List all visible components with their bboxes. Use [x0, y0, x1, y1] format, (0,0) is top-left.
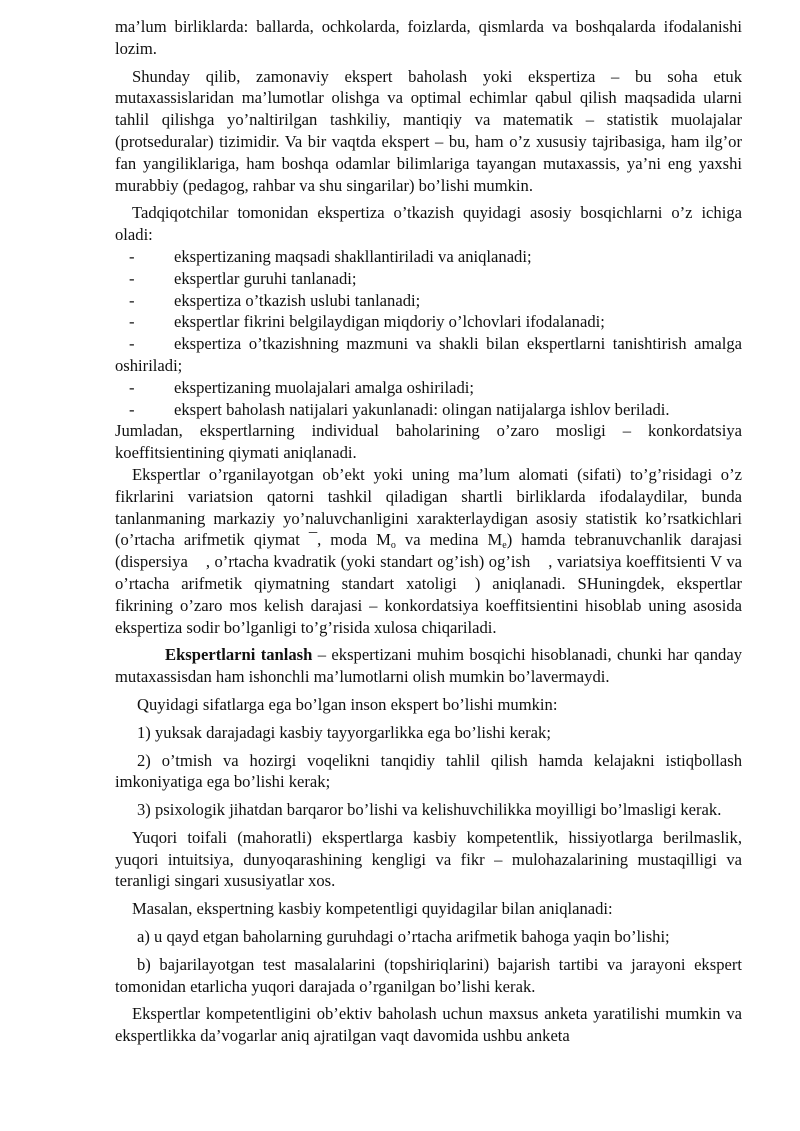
list-item: - ekspertizaning muolajalari amalga oshiriladi;: [129, 377, 474, 397]
list-item: - ekspertiza o’tkazishning mazmuni va shakli bilan ekspertlarni tanishtirish amalga oshiriladi;: [115, 334, 742, 375]
document-page: [115, 16, 742, 1047]
list-dash: -: [129, 334, 135, 354]
list-item: - ekspertlar fikrini belgilaydigan miqdoriy o’lchovlari ifodalanadi;: [129, 312, 605, 332]
quality-item: 2) o’tmish va hozirgi voqelikni tanqidiy tahlil qilish hamda kelajakni istiqbollash imkoniyatiga ega bo’lishi kerak;: [115, 750, 742, 792]
list-dash: -: [129, 268, 135, 288]
stages-list: [115, 246, 742, 420]
list-dash: -: [129, 377, 135, 397]
qualities-intro-paragraph: Quyidagi sifatlarga ega bo’lgan inson ekspert bo’lishi mumkin:: [137, 694, 558, 714]
list-item: - ekspertizaning maqsadi shakllantiriladi va aniqlanadi;: [129, 246, 532, 266]
quality-item: 1) yuksak darajadagi kasbiy tayyorgarlikka ega bo’lishi kerak;: [137, 722, 551, 742]
concordance-paragraph: Jumladan, ekspertlarning individual baholarining o’zaro mosligi – konkordatsiya koeffitsientining qiymati aniqlanadi.: [115, 421, 742, 463]
competence-item: b) bajarilayotgan test masalalarini (topshiriqlarini) bajarish tartibi va jarayoni ekspert tomonidan etarlicha yuqori darajada o’rganilgan bo’lishi kerak.: [115, 954, 742, 996]
list-item: - ekspert baholash natijalari yakunlanadi: olingan natijalarga ishlov beriladi.: [129, 399, 670, 419]
stages-intro-paragraph: Tadqiqotchilar tomonidan ekspertiza o’tkazish quyidagi asosiy bosqichlarni o’z ichiga oladi:: [115, 203, 742, 245]
list-item: - ekspertiza o’tkazish uslubi tanlanadi;: [129, 290, 421, 310]
statistics-paragraph: Ekspertlar o’rganilayotgan ob’ekt yoki uning ma’lum alomati (sifati) to’g’risidagi o’z fikrlarini variatsion qatorni tashkil qiladigan shartli birliklarda ifodalaydilar, bunda tanlanmaning markaziy yo’naluvchanligini xarakterlaydigan asosiy statistik ko’rsatkichlari (o’rtacha arifmetik qiymat ¯, moda $M_o$ va medina $M_e$) hamda tebranuvchanlik darajasi (dispersiya , o’rtacha kvadratik (yoki standart og’ish) og’ish , variatsiya koeffitsienti V va o’rtacha arifmetik qiymatning standart xatoligi ) aniqlanadi. SHuningdek, ekspertlar fikrining o’zaro mos kelish darajasi – konkordatsiya koeffitsientini hisoblab uning asosida ekspertiza sodir bo’lganligi to’g’risida xulosa chiqariladi.: [115, 464, 742, 637]
list-item: - ekspertlar guruhi tanlanadi;: [129, 268, 357, 288]
competence-intro-paragraph: Masalan, ekspertning kasbiy kompetentligi quyidagilar bilan aniqlanadi:: [132, 899, 613, 919]
expertise-definition-paragraph: Shunday qilib, zamonaviy ekspert baholash yoki ekspertiza – bu soha etuk mutaxassislaridan ma’lumotlar olishga va optimal echimlar qabul qilish maqsadida ularni tahlil qilishga yo’naltirilgan tashkiliy, mantiqiy va matematik – statistik muolajalar (protseduralar) tizimidir. Va bir vaqtda ekspert – bu, ham o’z xususiy tajribasiga, ham ilg’or fan yangiliklariga, ham boshqa odamlar bilimlariga tayangan mutaxassis, ya’ni eng yaxshi murabbiy (pedagog, rahbar va shu singarilar) bo’lishi mumkin.: [115, 66, 742, 195]
intro-tail-paragraph: ma’lum birliklarda: ballarda, ochkolarda, foizlarda, qismlarda va boshqalarda ifodalanishi lozim.: [115, 17, 742, 58]
expert-selection-paragraph: Ekspertlarni tanlash – ekspertizani muhim bosqichi hisoblanadi, chunki har qanday mutaxassisdan ham ishonchli ma’lumotlarni olish mumkin bo’lavermaydi.: [115, 645, 742, 687]
list-dash: -: [129, 312, 135, 332]
list-dash: -: [129, 399, 135, 419]
list-dash: -: [129, 246, 135, 266]
last-paragraph: Ekspertlar kompetentligini ob’ektiv baholash uchun maxsus anketa yaratilishi mumkin va ekspertlikka da’vogarlar aniq ajratilgan vaqt davomida ushbu anketa: [115, 1004, 742, 1046]
list-dash: -: [129, 290, 135, 310]
quality-item: 3) psixologik jihatdan barqaror bo’lishi va kelishuvchilikka moyilligi bo’lmasligi kerak.: [137, 800, 722, 820]
competence-item: a) u qayd etgan baholarning guruhdagi o’rtacha arifmetik bahoga yaqin bo’lishi;: [137, 927, 670, 947]
expert-selection-term: Ekspertlarni tanlash: [165, 645, 313, 665]
high-qualification-paragraph: Yuqori toifali (mahoratli) ekspertlarga kasbiy kompetentlik, hissiyotlarga berilmaslik, yuqori intuitsiya, dunyoqarashining kengligi va fikr – mulohazalarining mustaqilligi va teranligi singari xususiyatlar xos.: [115, 827, 742, 891]
